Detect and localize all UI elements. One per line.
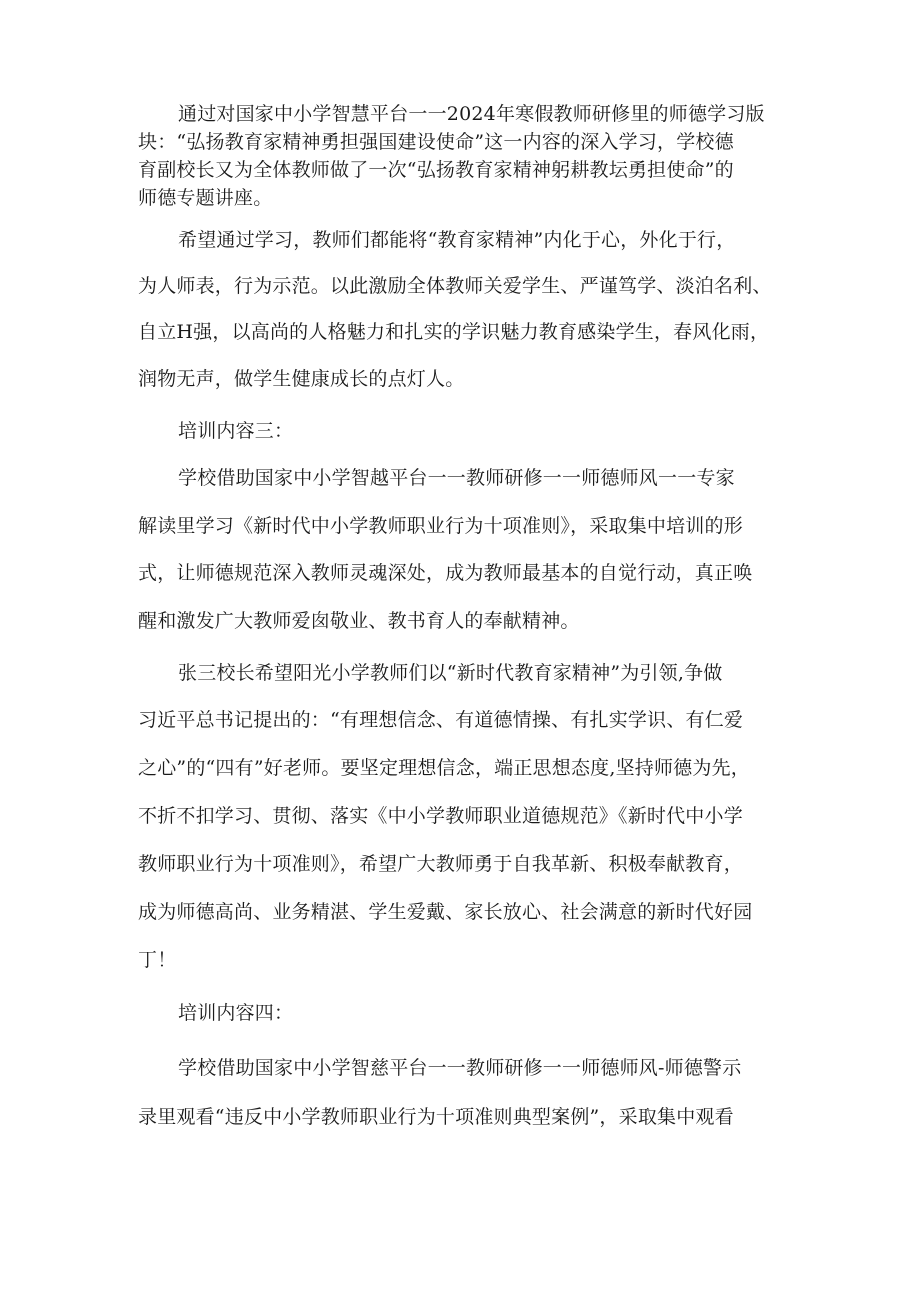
paragraph-3-line-4: 醒和激发广大教师爱囱敬业、教书育人的奉献精神。 [138, 610, 580, 632]
paragraph-4-line-4: 不折不扣学习、贯彻、落实《中小学教师职业道德规范》《新时代中小学 [138, 805, 743, 827]
paragraph-4-line-7: 丁！ [138, 949, 177, 971]
section-heading-3: 培训内容三： [178, 420, 294, 442]
paragraph-1-line-4: 师德专题讲座。 [138, 187, 273, 209]
paragraph-5-line-1: 学校借助国家中小学智慈平台一一教师研修一一师德师风-师德警示 [178, 1057, 742, 1079]
paragraph-3-line-2: 解读里学习《新时代中小学教师职业行为十项准则》，采取集中培训的形 [138, 515, 743, 537]
paragraph-2-line-4: 润物无声，做学生健康成长的点灯人。 [138, 368, 465, 390]
paragraph-4-line-1: 张三校长希望阳光小学教师们以“新时代教育家精神”为引领,争做 [178, 662, 723, 684]
paragraph-4-line-3: 之心”的“四有”好老师。要坚定理想信念，端正思想态度,坚持师德为先， [138, 757, 750, 779]
paragraph-2-line-3: 自立H强，以高尚的人格魅力和扎实的学识魅力教育感染学生，春风化雨， [138, 321, 770, 343]
paragraph-3-line-3: 式，让师德规范深入教师灵魂深处，成为教师最基本的自觉行动，真正唤 [138, 562, 753, 584]
paragraph-5-line-2: 录里观看“违反中小学教师职业行为十项准则典型案例”，采取集中观看 [138, 1106, 734, 1128]
paragraph-2-line-1: 希望通过学习，教师们都能将“教育家精神”内化于心，外化于行， [178, 229, 736, 251]
paragraph-4-line-6: 成为师德高尚、业务精湛、学生爱戴、家长放心、社会满意的新时代好园 [138, 901, 753, 923]
paragraph-1-line-2: 块：“弘扬教育家精神勇担强国建设使命”这一内容的深入学习，学校德 [138, 131, 734, 153]
paragraph-2-line-2: 为人师表，行为示范。以此激励全体教师关爱学生、严谨笃学、淡泊名利、 [138, 275, 772, 297]
paragraph-4-line-2: 习近平总书记提出的：“有理想信念、有道德情操、有扎实学识、有仁爱 [138, 709, 744, 731]
paragraph-3-line-1: 学校借助国家中小学智越平台一一教师研修一一师德师风一一专家 [178, 467, 735, 489]
section-heading-4: 培训内容四： [178, 1002, 294, 1024]
paragraph-1-line-1: 通过对国家中小学智慧平台一一2024年寒假教师研修里的师德学习版 [178, 103, 765, 125]
paragraph-4-line-5: 教师职业行为十项准则》，希望广大教师勇于自我革新、积极奉献教育， [138, 853, 743, 875]
paragraph-1-line-3: 育副校长又为全体教师做了一次“弘扬教育家精神躬耕教坛勇担使命”的 [138, 159, 734, 181]
